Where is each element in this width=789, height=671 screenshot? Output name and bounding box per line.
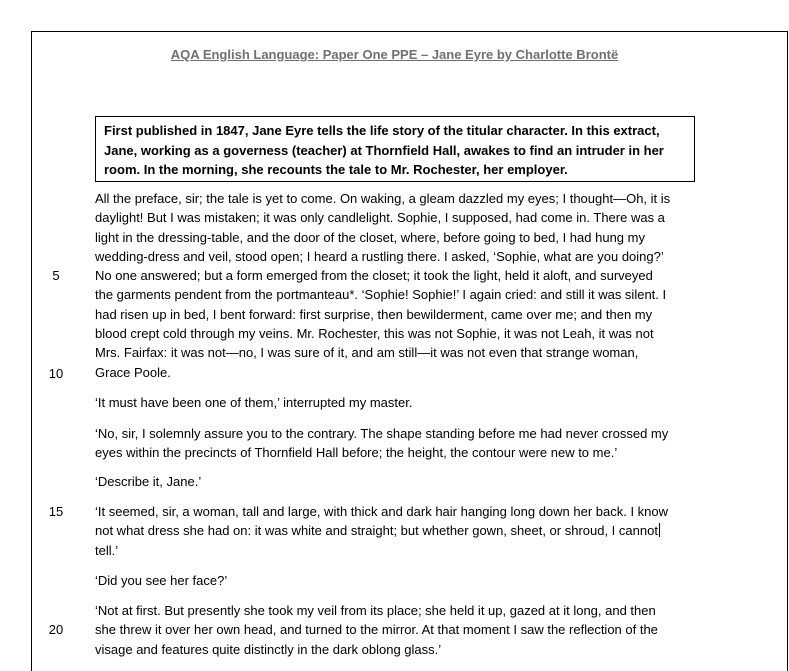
text-line: All the preface, sir; the tale is yet to come. On waking, a gleam dazzled my eyes; I thought—Oh, it is [95, 191, 671, 206]
text-line: light in the dressing-table, and the door of the closet, where, before going to bed, I had hung my [95, 229, 645, 245]
line-number: 5 [52, 268, 60, 283]
text-line: tell.’ [95, 542, 119, 558]
text-line: she threw it over her own head, and turned to the mirror. At that moment I saw the reflection of the [95, 622, 658, 638]
text-line: ‘It seemed, sir, a woman, tall and large, with thick and dark hair hanging long down her back. I know [95, 504, 669, 519]
intro-line: Jane, working as a governess (teacher) at Thornfield Hall, awakes to find an intruder in her [104, 142, 664, 158]
paragraph-5 [95, 502, 710, 560]
paragraph-7 [95, 601, 710, 659]
document-title: AQA English Language: Paper One PPE – Jane Eyre by Charlotte Brontë [170, 47, 619, 62]
text-line: ‘Not at first. But presently she took my veil from its place; she held it up, gazed at it long, and then [95, 603, 656, 618]
text-line: ‘Did you see her face?’ [95, 573, 228, 588]
text-line: visage and features quite distinctly in the dark oblong glass.’ [95, 641, 442, 657]
paragraph-6 [95, 571, 710, 590]
text-cursor [659, 523, 660, 537]
line-number: 20 [48, 622, 64, 637]
text-span: not what dress she had on: it was white and straight; but whether gown, sheet, or shroud, I cannot [95, 523, 658, 539]
text-line: No one answered; but a form emerged from the closet; it took the light, held it aloft, and surveyed [95, 268, 653, 284]
paragraph-2 [95, 393, 710, 412]
paragraph-4 [95, 472, 710, 491]
text-line: wedding-dress and veil, stood open; I heard a rustling there. I asked, ‘Sophie, what are you doing?’ [95, 248, 664, 264]
text-line: ‘Describe it, Jane.’ [95, 474, 202, 489]
line-number: 10 [48, 366, 64, 381]
text-line: blood crept cold through my veins. Mr. Rochester, this was not Sophie, it was not Leah, it was not [95, 326, 654, 342]
line-number: 15 [48, 504, 64, 519]
text-line: eyes within the precincts of Thornfield Hall before; the height, the contour were new to me.’ [95, 445, 618, 461]
text-line: Mrs. Fairfax: it was not—no, I was sure of it, and am still—it was not even that strange woman, [95, 345, 639, 361]
text-line-with-cursor[interactable] [95, 521, 710, 540]
text-line: daylight! But I was mistaken; it was only candlelight. Sophie, I supposed, had come in. There was a [95, 210, 665, 226]
paragraph-3 [95, 424, 710, 463]
text-line: ‘It must have been one of them,’ interrupted my master. [95, 395, 413, 410]
intro-line: room. In the morning, she recounts the tale to Mr. Rochester, her employer. [104, 162, 568, 177]
text-line: had risen up in bed, I bent forward: first surprise, then bewilderment, came over me; and then my [95, 306, 653, 322]
text-line: Grace Poole. [95, 364, 171, 380]
text-line: ‘No, sir, I solemnly assure you to the contrary. The shape standing before me had never crossed my [95, 426, 669, 441]
text-line: the garments pendent from the portmanteau*. ‘Sophie! Sophie!’ I again cried: and still it was silent. I [95, 287, 667, 303]
paragraph-1 [95, 189, 710, 382]
intro-box [95, 116, 695, 182]
intro-line: First published in 1847, Jane Eyre tells the life story of the titular character. In this extract, [104, 123, 660, 138]
